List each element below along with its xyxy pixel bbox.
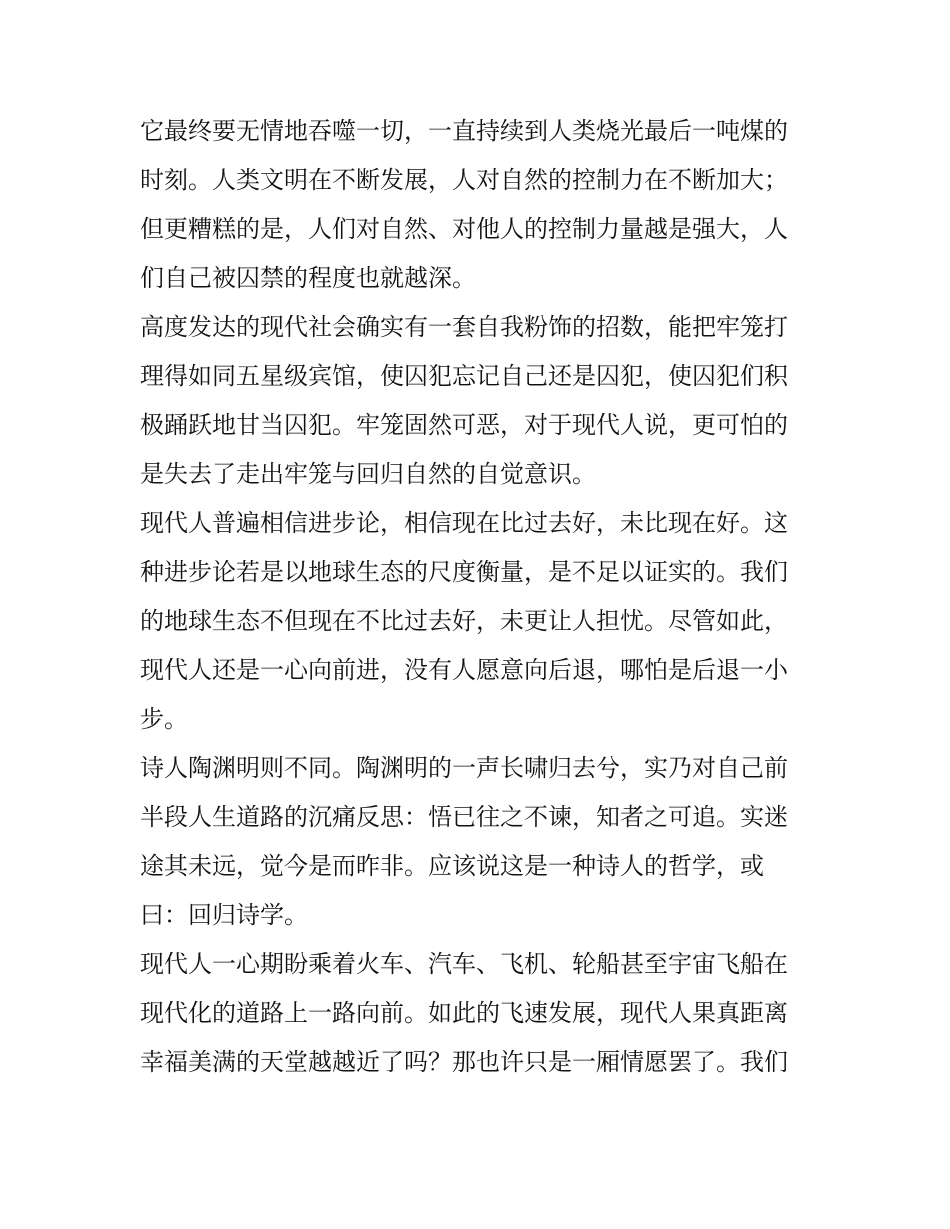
text-line: 途其未远，觉今是而昨非。应该说这是一种诗人的哲学，或 [140, 852, 764, 880]
text-line: 幸福美满的天堂越越近了吗？那也许只是一厢情愿罢了。我们 [140, 1048, 788, 1076]
text-line: 理得如同五星级宾馆，使囚犯忘记自己还是囚犯，使囚犯们积 [140, 362, 788, 390]
text-line: 种进步论若是以地球生态的尺度衡量，是不足以证实的。我们 [140, 558, 788, 586]
text-line: 诗人陶渊明则不同。陶渊明的一声长啸归去兮，实乃对自己前 [140, 754, 788, 782]
paragraph [140, 744, 820, 940]
paragraph [140, 940, 820, 1087]
text-line: 现代人普遍相信进步论，相信现在比过去好，未比现在好。这 [140, 509, 788, 537]
text-line: 步。 [140, 705, 188, 733]
text-line: 半段人生道路的沉痛反思：悟已往之不谏，知者之可追。实迷 [140, 803, 788, 831]
paragraph [140, 303, 820, 499]
body-text [140, 107, 820, 1087]
text-line: 时刻。人类文明在不断发展，人对自然的控制力在不断加大； [140, 166, 788, 194]
text-line: 高度发达的现代社会确实有一套自我粉饰的招数，能把牢笼打 [140, 313, 788, 341]
paragraph [140, 107, 820, 303]
text-line: 曰：回归诗学。 [140, 901, 308, 929]
text-line: 它最终要无情地吞噬一切，一直持续到人类烧光最后一吨煤的 [140, 117, 788, 145]
text-line: 极踊跃地甘当囚犯。牢笼固然可恶，对于现代人说，更可怕的 [140, 411, 788, 439]
text-line: 的地球生态不但现在不比过去好，未更让人担忧。尽管如此， [140, 607, 788, 635]
text-line: 是失去了走出牢笼与回归自然的自觉意识。 [140, 460, 596, 488]
paragraph [140, 499, 820, 744]
text-line: 们自己被囚禁的程度也就越深。 [140, 264, 476, 292]
text-line: 现代化的道路上一路向前。如此的飞速发展，现代人果真距离 [140, 999, 788, 1027]
text-line: 但更糟糕的是，人们对自然、对他人的控制力量越是强大，人 [140, 215, 788, 243]
text-line: 现代人一心期盼乘着火车、汽车、飞机、轮船甚至宇宙飞船在 [140, 950, 788, 978]
text-line: 现代人还是一心向前进，没有人愿意向后退，哪怕是后退一小 [140, 656, 788, 684]
